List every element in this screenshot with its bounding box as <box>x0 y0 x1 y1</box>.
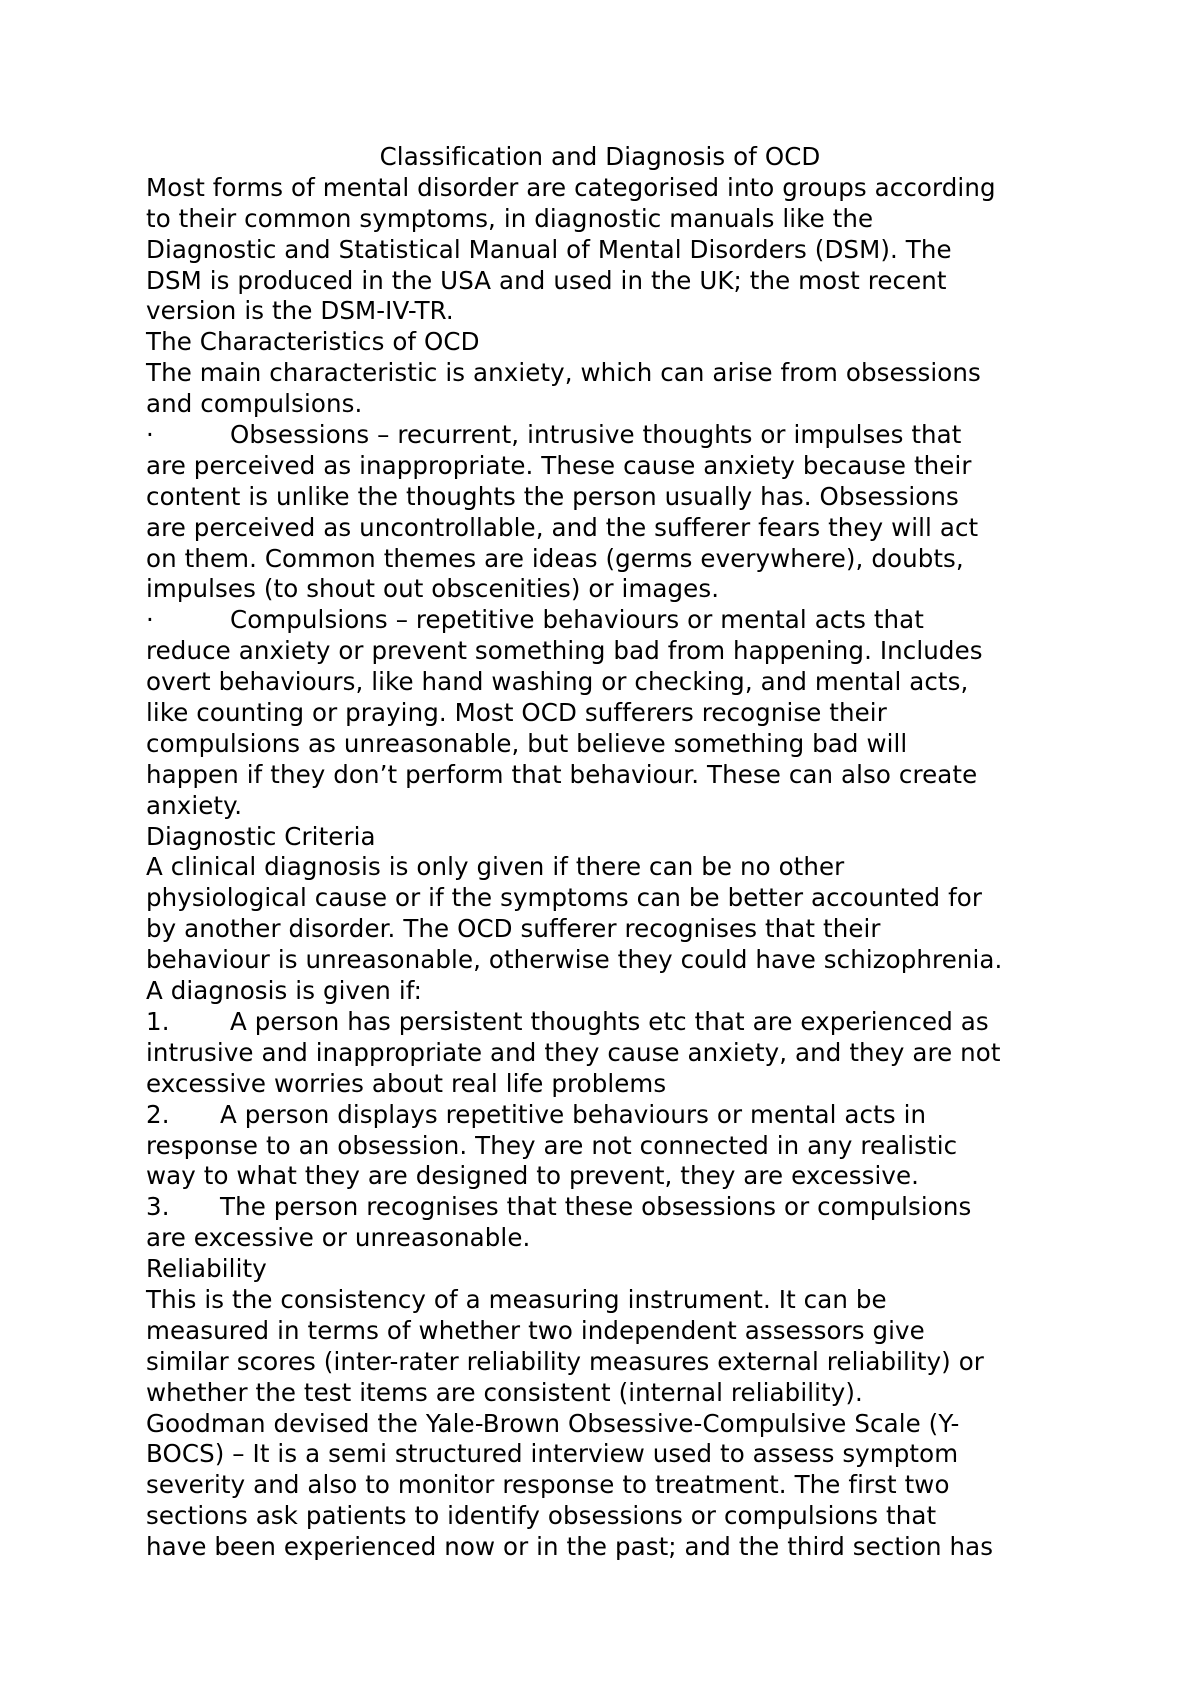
document-title: Classification and Diagnosis of OCD <box>379 142 821 171</box>
paragraph-line: are excessive or unreasonable. <box>146 1223 531 1253</box>
paragraph-line: physiological cause or if the symptoms can be better accounted for <box>146 883 983 913</box>
list-number: 1. <box>146 1006 170 1036</box>
section-heading-reliability: Reliability <box>146 1254 267 1284</box>
paragraph-line: Goodman devised the Yale-Brown Obsessive-Compulsive Scale (Y- <box>146 1408 960 1438</box>
paragraph-line: happen if they don’t perform that behaviour. These can also create <box>146 759 978 789</box>
document-body <box>146 142 1146 1563</box>
paragraph-line: intrusive and inappropriate and they cause anxiety, and they are not <box>146 1037 1001 1067</box>
paragraph-line: severity and also to monitor response to treatment. The first two <box>146 1470 950 1500</box>
paragraph-line: behaviour is unreasonable, otherwise they could have schizophrenia. <box>146 945 1003 975</box>
bullet-text: Obsessions – recurrent, intrusive thoughts or impulses that <box>230 420 962 450</box>
paragraph-line: Diagnostic and Statistical Manual of Mental Disorders (DSM). The <box>146 234 952 264</box>
paragraph-line: The main characteristic is anxiety, which can arise from obsessions <box>146 358 981 388</box>
numbered-item-3 <box>146 1192 1146 1223</box>
paragraph-line: impulses (to shout out obscenities) or images. <box>146 574 720 604</box>
bullet-text: Compulsions – repetitive behaviours or mental acts that <box>230 605 924 635</box>
paragraph-line: by another disorder. The OCD sufferer recognises that their <box>146 914 881 944</box>
paragraph-line: reduce anxiety or prevent something bad from happening. Includes <box>146 636 983 666</box>
paragraph-line: sections ask patients to identify obsessions or compulsions that <box>146 1501 937 1531</box>
paragraph-line: anxiety. <box>146 790 243 820</box>
paragraph-line: This is the consistency of a measuring instrument. It can be <box>146 1284 887 1314</box>
paragraph-line: excessive worries about real life problems <box>146 1068 667 1098</box>
paragraph-line: BOCS) – It is a semi structured interview used to assess symptom <box>146 1439 959 1469</box>
section-heading-diagnostic-criteria: Diagnostic Criteria <box>146 821 376 851</box>
paragraph-line: on them. Common themes are ideas (germs everywhere), doubts, <box>146 543 964 573</box>
list-item-text: A person has persistent thoughts etc that are experienced as <box>230 1006 989 1036</box>
list-number: 3. <box>146 1192 170 1222</box>
paragraph-line: compulsions as unreasonable, but believe something bad will <box>146 728 908 758</box>
bullet-item-compulsions <box>146 605 1146 636</box>
paragraph-line: are perceived as uncontrollable, and the sufferer fears they will act <box>146 512 979 542</box>
paragraph-line: DSM is produced in the USA and used in the UK; the most recent <box>146 265 947 295</box>
list-item-text: The person recognises that these obsessions or compulsions <box>220 1192 972 1222</box>
paragraph-line: similar scores (inter-rater reliability measures external reliability) or <box>146 1346 984 1376</box>
paragraph-line: overt behaviours, like hand washing or checking, and mental acts, <box>146 667 969 697</box>
list-number: 2. <box>146 1099 170 1129</box>
paragraph-line: A clinical diagnosis is only given if there can be no other <box>146 852 845 882</box>
list-item-text: A person displays repetitive behaviours or mental acts in <box>220 1099 927 1129</box>
paragraph-line: Most forms of mental disorder are categorised into groups according <box>146 172 996 202</box>
paragraph-line: have been experienced now or in the past; and the third section has <box>146 1532 994 1562</box>
bullet-item-obsessions <box>146 420 1146 451</box>
numbered-item-1 <box>146 1007 1146 1038</box>
paragraph-line: content is unlike the thoughts the person usually has. Obsessions <box>146 481 959 511</box>
bullet-symbol: · <box>146 420 154 450</box>
paragraph-line: version is the DSM-IV-TR. <box>146 296 454 326</box>
paragraph-line: and compulsions. <box>146 389 363 419</box>
paragraph-line: A diagnosis is given if: <box>146 976 422 1006</box>
paragraph-line: way to what they are designed to prevent, they are excessive. <box>146 1161 920 1191</box>
paragraph-line: are perceived as inappropriate. These cause anxiety because their <box>146 450 972 480</box>
paragraph-line: to their common symptoms, in diagnostic manuals like the <box>146 203 874 233</box>
bullet-symbol: · <box>146 605 154 635</box>
section-heading-characteristics: The Characteristics of OCD <box>146 327 480 357</box>
numbered-item-2 <box>146 1100 1146 1131</box>
paragraph-line: measured in terms of whether two independent assessors give <box>146 1315 925 1345</box>
paragraph-line: like counting or praying. Most OCD sufferers recognise their <box>146 698 887 728</box>
paragraph-line: whether the test items are consistent (internal reliability). <box>146 1377 863 1407</box>
paragraph-line: response to an obsession. They are not connected in any realistic <box>146 1130 958 1160</box>
